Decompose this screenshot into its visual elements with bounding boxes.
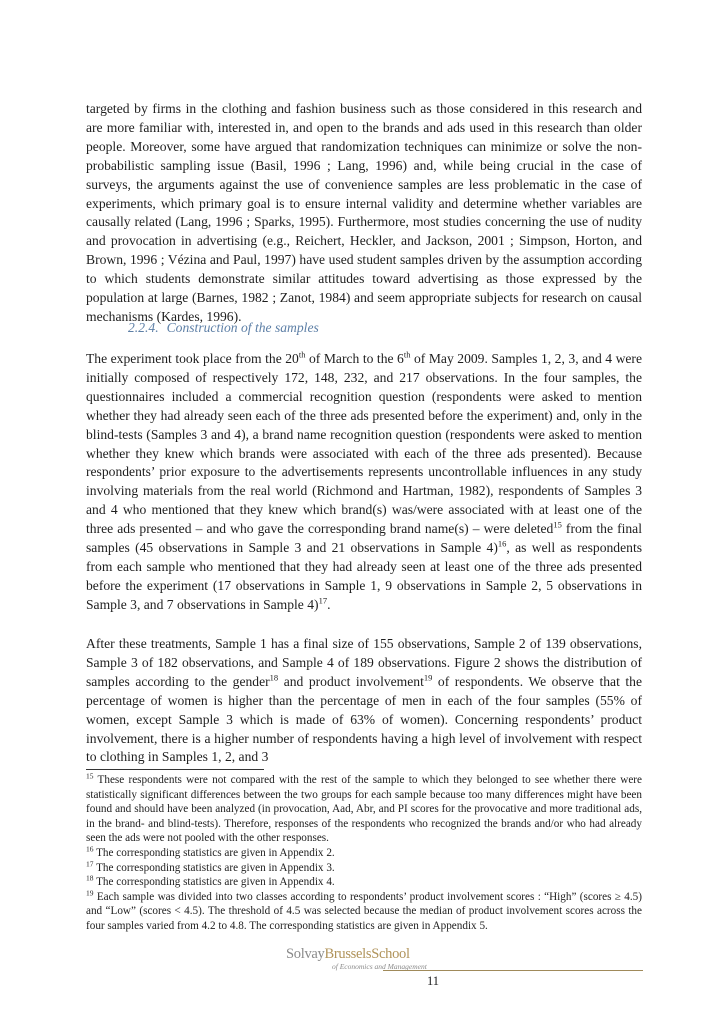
samples-text-6: . [327,596,331,612]
intro-paragraph [86,100,642,327]
page-number: 11 [427,974,440,988]
treatments-paragraph [86,635,642,767]
footnote-separator [86,769,264,770]
samples-text-4: from the final samples (45 observations in Sample 3 and 21 observations in Sample 4) [86,521,642,556]
section-title: Construction of the samples [166,320,319,335]
footnote-mark: 19 [86,888,94,898]
samples-text-2: of March to the 6 [305,351,404,366]
footnote-mark: 18 [86,873,94,883]
footnote-ref-17: 17 [318,595,328,606]
logo-subtitle: of Economics and Management [332,962,427,971]
footnote-text: The corresponding statistics are given in Appendix 4. [93,876,335,889]
footnote-ref-19: 19 [423,672,433,683]
footnote-ref-18: 18 [269,672,279,683]
superscript-th: th [298,349,306,360]
footnote-18 [86,875,642,890]
footnote-ref-15: 15 [553,519,562,530]
samples-paragraph [86,350,642,615]
intro-paragraph-text: targeted by firms in the clothing and fashion business such as those considered in this research and are more familiar with, interested in, and open to the brands and ads used in this research than older people. Moreover, some have argued that randomization techniques can minimize or solve the non-probabilistic sampling issue (Basil, 1996 ; Lang, 1996) and, while being crucial in the case of surveys, the arguments against the use of convenience samples are less problematic in the case of experiments, which primary goal is to ensure internal validity and determine whether variables are causally related (Lang, 1996 ; Sparks, 1995). Furthermore, most studies concerning the use of nudity and provocation in advertising (e.g., Reichert, Heckler, and Jackson, 2001 ; Simpson, Horton, and Brown, 1996 ; Vézina and Paul, 1997) have used student samples driven by the assumption according to which students demonstrate similar attitudes toward advertising as those expressed by the population at large (Barnes, 1982 ; Zanot, 1984) and seem appropriate subjects for research on causal mechanisms (Kardes, 1996). [86,101,642,324]
footnote-ref-16: 16 [497,538,507,549]
treatments-text-3: of respondents. We observe that the percentage of women is higher than the percentage of men in each of the four samples (55% of women, except Sample 3 which is made of 63% of women). Concerning respondents’ product involvement, there is a higher number of respondents having a high level of involvement with respect to clothing in Samples 1, 2, and 3 [86,673,642,765]
samples-text-5: , as well as respondents from each sample who mentioned that they had already seen at least one of the three ads presented before the experiment (17 observations in Sample 1, 9 observations in Sample 2, 5 observations in Sample 3, and 7 observations in Sample 4) [86,540,643,612]
footnote-mark: 15 [86,771,94,781]
treatments-text-1: After these treatments, Sample 1 has a final size of 155 observations, Sample 2 of 139 observations, Sample 3 of 182 observations, and Sample 4 of 189 observations. Figure 2 shows the distribution of samples according to the gender [86,636,642,689]
footnote-16 [86,846,642,861]
footnote-mark: 16 [86,844,94,854]
footnote-text: The corresponding statistics are given in Appendix 3. [93,861,335,874]
section-number: 2.2.4. [128,320,159,335]
footer-rule [383,970,643,971]
samples-text-3: of May 2009. Samples 1, 2, 3, and 4 were initially composed of respectively 172, 148, 232, and 217 observations. In the four samples, the questionnaires included a commercial recognition question (respondents were asked to mention whether they had already seen each of the three ads presented before the experiment) and, only in the blind-tests (Samples 3 and 4), a brand name recognition question (respondents were asked to mention whether they knew which brands were associated with each of the three ads presented). Because respondents’ prior exposure to the advertisements represents uncontrollable influences in any study involving materials from the real world (Richmond and Hartman, 1982), respondents of Samples 3 and 4 who mentioned that they knew which brand(s) was/were associated with at least one of the three ads presented – and who gave the corresponding brand name(s) – were deleted [86,351,642,537]
footnote-text: Each sample was divided into two classes according to respondents’ product involvement scores : “High” (scores ≥ 4.5) and “Low” (scores < 4.5). The threshold of 4.5 was selected because the median of product involvement scores across the four samples varied from 4.2 to 4.8. The corresponding statistics are given in Appendix 5. [86,890,642,932]
footnote-17 [86,858,642,876]
footnotes [86,773,642,934]
footnote-mark: 17 [86,858,94,868]
footnote-text: The corresponding statistics are given in Appendix 2. [93,846,335,859]
footnote-19 [86,890,642,934]
logo-solvay: Solvay [286,946,325,962]
footnote-15 [86,773,642,846]
samples-text-1: The experiment took place from the 20 [86,351,299,366]
section-heading [128,320,319,336]
logo-brussels-school: BrusselsSchool [324,946,410,962]
footnote-text: These respondents were not compared with the rest of the sample to which they belonged to see whether there were statistically significant differences between the two groups for each sample because too many differences might have been found and should have been analyzed (in provocation, Aad, Abr, and PI scores for the provocative and more traditional ads, in the brand- and blind-tests). Therefore, responses of the respondents who recognized the brands and/or who had already seen the ads were not pooled with the other responses. [86,774,642,845]
treatments-text-2: and product involvement [278,673,424,689]
superscript-th: th [403,349,411,360]
